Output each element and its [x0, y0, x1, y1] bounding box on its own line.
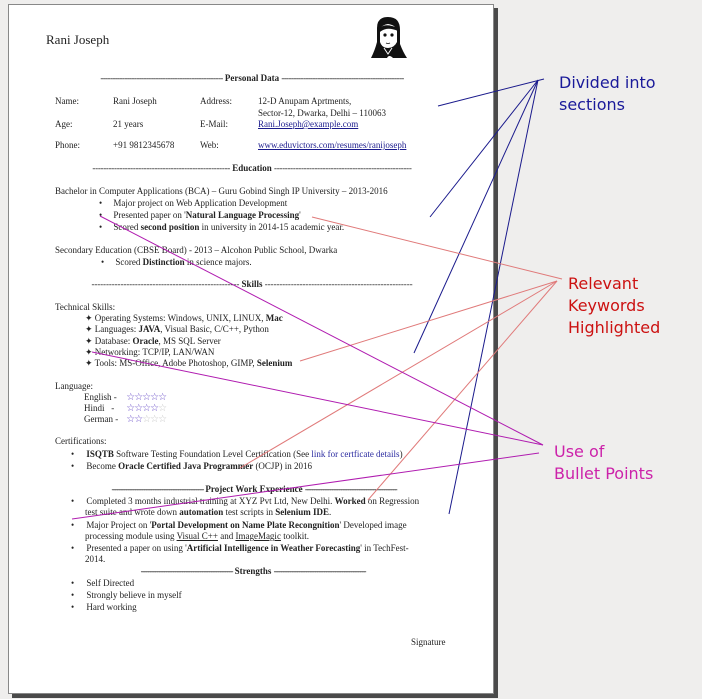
signature-label: Signature	[411, 637, 446, 647]
list-item: • Completed 3 months industrial training at XYZ Pvt Ltd, New Delhi. Worked on Regression	[71, 496, 420, 506]
age-value: 21 years	[113, 119, 144, 129]
section-title-strengths: Strengths	[234, 566, 272, 576]
section-title-project: Project Work Experience	[205, 484, 303, 494]
email-link[interactable]: Rani.Joseph@example.com	[258, 119, 359, 129]
list-item-continuation: 2014.	[85, 554, 106, 564]
address-line2: Sector-12, Dwarka, Delhi – 110063	[258, 108, 386, 118]
section-divider-personal: --------------------------------------------------- Personal Data ---------------------------------------------------	[100, 73, 404, 83]
list-item: ✦ Languages: JAVA, Visual Basic, C/C++, Python	[85, 324, 269, 334]
language-label: Language:	[55, 381, 93, 391]
list-item: • Presented paper on 'Natural Language Processing'	[99, 210, 301, 220]
name-value: Rani Joseph	[113, 96, 157, 106]
age-label: Age:	[55, 119, 73, 129]
diamond-bullet-icon: ✦	[85, 336, 93, 346]
bullet-icon: •	[101, 257, 105, 267]
web-link[interactable]: www.eduvictors.com/resumes/ranijoseph	[258, 140, 407, 150]
section-title-skills: Skills	[241, 279, 263, 289]
list-item: • Scored second position in university in 2014-15 academic year.	[99, 222, 345, 232]
bullet-icon: •	[71, 590, 75, 600]
bullet-icon: •	[71, 543, 75, 553]
annotation-sections: Divided into sections	[559, 73, 656, 114]
bullet-icon: •	[99, 198, 103, 208]
certificate-details-link[interactable]: link for certficate details	[311, 449, 400, 459]
annotation-keywords: Relevant Keywords Highlighted	[568, 274, 661, 337]
list-item: • Presented a paper on using 'Artificial Intelligence in Weather Forecasting' in TechFest-	[71, 543, 409, 553]
list-item: • ISQTB Software Testing Foundation Level Certification (See link for certficate details)	[71, 449, 403, 459]
star-rating-icon: ☆☆☆☆	[126, 403, 159, 414]
bullet-icon: •	[99, 210, 103, 220]
section-divider-project: --------------------------------------------------- Project Work Experience ---------------------------------------------------	[111, 484, 397, 494]
avatar-icon	[367, 14, 409, 60]
section-title-education: Education	[232, 163, 272, 173]
list-item: • Become Oracle Certified Java Programmer (OCJP) in 2016	[71, 461, 312, 471]
list-item: ✦ Tools: MS-Office, Adobe Photoshop, GIMP, Selenium	[85, 358, 293, 368]
list-item-continuation: test suite and wrote down automation test scripts in Selenium IDE.	[85, 507, 332, 517]
bullet-icon: •	[71, 461, 75, 471]
section-title-personal: Personal Data	[224, 73, 280, 83]
list-item: ✦ Networking: TCP/IP, LAN/WAN	[85, 347, 215, 357]
section-divider-strengths: --------------------------------------------------- Strengths ---------------------------------------------------	[140, 566, 366, 576]
list-item: ✦ Operating Systems: Windows, UNIX, LINUX, Mac	[85, 313, 283, 323]
bullet-icon: •	[71, 496, 75, 506]
language-row: Hindi - ☆☆☆☆☆	[84, 403, 167, 414]
bullet-icon: •	[99, 222, 103, 232]
diamond-bullet-icon: ✦	[85, 313, 93, 323]
list-item: • Major project on Web Application Development	[99, 198, 288, 208]
language-row: German - ☆☆☆☆☆	[84, 414, 167, 425]
language-row: English - ☆☆☆☆☆	[84, 392, 167, 403]
star-rating-icon: ☆☆☆☆☆	[126, 392, 167, 403]
list-item: ✦ Database: Oracle, MS SQL Server	[85, 336, 221, 346]
address-line1: 12-D Anupam Aprtments,	[258, 96, 352, 106]
bullet-icon: •	[71, 578, 75, 588]
phone-label: Phone:	[55, 140, 81, 150]
list-item: • Hard working	[71, 602, 137, 612]
web-label: Web:	[200, 140, 219, 150]
phone-value: +91 9812345678	[113, 140, 175, 150]
name-label: Name:	[55, 96, 79, 106]
email-label: E-Mail:	[200, 119, 228, 129]
diamond-bullet-icon: ✦	[85, 347, 93, 357]
bullet-icon: •	[71, 449, 75, 459]
bullet-icon: •	[71, 520, 75, 530]
list-item: • Self Directed	[71, 578, 135, 588]
address-label: Address:	[200, 96, 232, 106]
list-item-continuation: processing module using Visual C++ and ImageMagic toolkit.	[85, 531, 309, 541]
list-item: • Strongly believe in myself	[71, 590, 182, 600]
bullet-icon: •	[71, 602, 75, 612]
list-item: • Scored Distinction in science majors.	[101, 257, 252, 267]
star-rating-icon: ☆☆	[126, 414, 143, 425]
secondary-title: Secondary Education (CBSE Board) - 2013 – Alcohon Public School, Dwarka	[55, 245, 338, 255]
list-item: • Major Project on 'Portal Development on Name Plate Recongnition' Developed image	[71, 520, 407, 530]
diamond-bullet-icon: ✦	[85, 358, 93, 368]
bca-title: Bachelor in Computer Applications (BCA) – Guru Gobind Singh IP University – 2013-2016	[55, 186, 388, 196]
section-divider-education: --------------------------------------------------- Education ---------------------------------------------------	[92, 163, 412, 173]
technical-skills-label: Technical Skills:	[55, 302, 116, 312]
section-divider-skills: --------------------------------------------------- Skills ---------------------------------------------------	[91, 279, 413, 289]
diamond-bullet-icon: ✦	[85, 324, 93, 334]
annotation-bullets: Use of Bullet Points	[554, 442, 654, 483]
resume-name: Rani Joseph	[46, 32, 110, 47]
certifications-label: Certifications:	[55, 436, 107, 446]
